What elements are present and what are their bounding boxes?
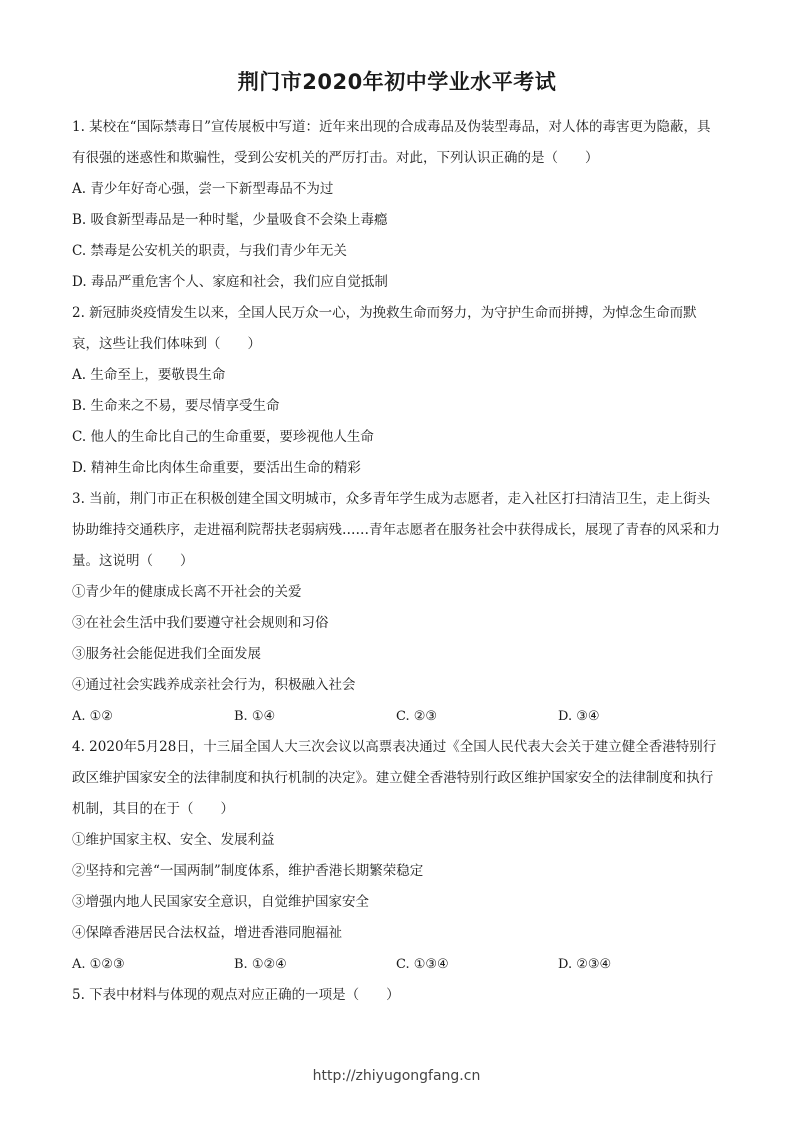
question-4-stem: 4. 2020年5月28日，十三届全国人大三次会议以高票表决通过《全国人民代表大会关于建立健全香港特别行政区维护国家安全的法律制度和执行机制的决定》。建立健全香港特别行政区维护国家安全的法律制度和执行机制，其目的在于（ ） [72, 739, 717, 817]
question-1-option-b: B. 吸食新型毒品是一种时髦，少量吸食不会染上毒瘾 [72, 212, 388, 228]
question-1-option-c: C. 禁毒是公安机关的职责，与我们青少年无关 [72, 243, 347, 259]
question-1-stem: 1. 某校在“国际禁毒日”宣传展板中写道：近年来出现的合成毒品及伪装型毒品，对人体的毒害更为隐蔽，具有很强的迷惑性和欺骗性，受到公安机关的严厉打击。对此，下列认识正确的是（ ） [72, 119, 711, 166]
question-2-option-b: B. 生命来之不易，要尽情享受生命 [72, 398, 280, 414]
question-4-choice-d: D. ②③④ [558, 957, 612, 972]
question-1-option-d: D. 毒品严重危害个人、家庭和社会，我们应自觉抵制 [72, 274, 388, 290]
question-3-statement-4: ④通过社会实践养成亲社会行为，积极融入社会 [72, 677, 356, 693]
question-2-option-a: A. 生命至上，要敬畏生命 [72, 367, 226, 383]
question-5-stem: 5. 下表中材料与体现的观点对应正确的一项是（ ） [72, 987, 400, 1003]
exam-title: 荆门市2020年初中学业水平考试 [237, 70, 557, 94]
question-4-statement-3: ③增强内地人民国家安全意识，自觉维护国家安全 [72, 894, 369, 910]
question-1-option-a: A. 青少年好奇心强，尝一下新型毒品不为过 [72, 181, 334, 197]
question-3-choice-a: A. ①② [72, 709, 113, 724]
question-3-statement-3: ③服务社会能促进我们全面发展 [72, 646, 261, 662]
question-3-stem: 3. 当前，荆门市正在积极创建全国文明城市，众多青年学生成为志愿者，走入社区打扫清洁卫生，走上街头协助维持交通秩序，走进福利院帮扶老弱病残……青年志愿者在服务社会中获得成长，展现了青春的风采和力量。这说明（ ） [72, 491, 720, 569]
question-3-choice-c: C. ②③ [396, 709, 438, 724]
question-4-statement-4: ④保障香港居民合法权益，增进香港同胞福祉 [72, 925, 342, 941]
question-4-statement-2: ②坚持和完善“一国两制”制度体系，维护香港长期繁荣稳定 [72, 863, 424, 879]
question-4-statement-1: ①维护国家主权、安全、发展利益 [72, 832, 275, 848]
question-2-option-d: D. 精神生命比肉体生命重要，要活出生命的精彩 [72, 460, 361, 476]
question-3-choice-b: B. ①④ [234, 709, 276, 724]
question-4-choice-b: B. ①②④ [234, 957, 287, 972]
question-3-choices [72, 701, 722, 732]
question-3-statement-2: ③在社会生活中我们要遵守社会规则和习俗 [72, 615, 329, 631]
question-4-choice-c: C. ①③④ [396, 957, 449, 972]
question-4-choices [72, 949, 722, 980]
exam-page [72, 66, 722, 1011]
question-4-choice-a: A. ①②③ [72, 957, 125, 972]
question-3-choice-d: D. ③④ [558, 709, 600, 724]
question-2-option-c: C. 他人的生命比自己的生命重要，要珍视他人生命 [72, 429, 374, 445]
question-3-statement-1: ①青少年的健康成长离不开社会的关爱 [72, 584, 302, 600]
question-2-stem: 2. 新冠肺炎疫情发生以来，全国人民万众一心，为挽救生命而努力，为守护生命而拼搏，为悼念生命而默哀，这些让我们体味到（ ） [72, 305, 697, 352]
footer-url: http://zhiyugongfang.cn [312, 1068, 481, 1084]
